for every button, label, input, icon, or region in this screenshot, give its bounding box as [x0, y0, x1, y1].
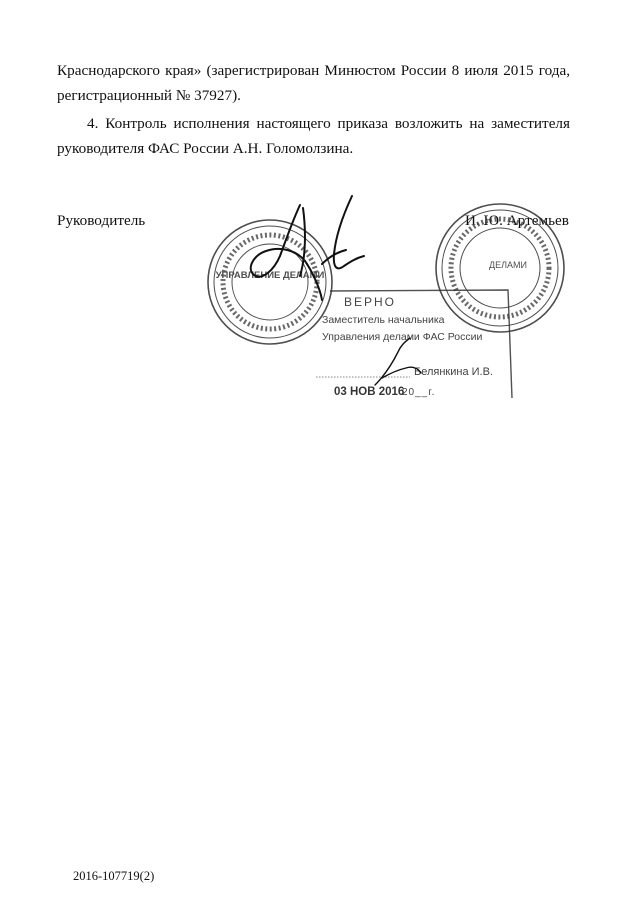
approval-year-suffix: 20__г. — [402, 387, 436, 398]
paragraph-continuation: Краснодарского края» (зарегистрирован Минюстом России 8 июля 2015 года, регистрационный № 37927). — [57, 62, 570, 104]
signature-main — [251, 196, 364, 300]
approval-heading: ВЕРНО — [344, 295, 397, 309]
approval-person: Белянкина И.В. — [414, 366, 493, 378]
paragraph-4: 4. Контроль исполнения настоящего приказа возложить на заместителя руководителя ФАС России А.Н. Голомолзина. — [57, 115, 570, 157]
approval-date: 03 НОВ 2016 — [334, 386, 405, 398]
seal-right-text: ДЕЛАМИ — [489, 260, 527, 270]
seal-left-text: УПРАВЛЕНИЕ ДЕЛАМИ — [215, 270, 325, 281]
document-number: 2016-107719(2) — [73, 869, 155, 883]
approval-line2: Управления делами ФАС России — [322, 331, 483, 343]
signatory-name: И. Ю. Артемьев — [465, 212, 569, 229]
approval-line1: Заместитель начальника — [322, 314, 445, 326]
signature-approval — [375, 338, 421, 385]
signatory-title: Руководитель — [57, 212, 146, 229]
approval-stamp — [316, 290, 512, 398]
official-seal-left — [208, 220, 332, 344]
